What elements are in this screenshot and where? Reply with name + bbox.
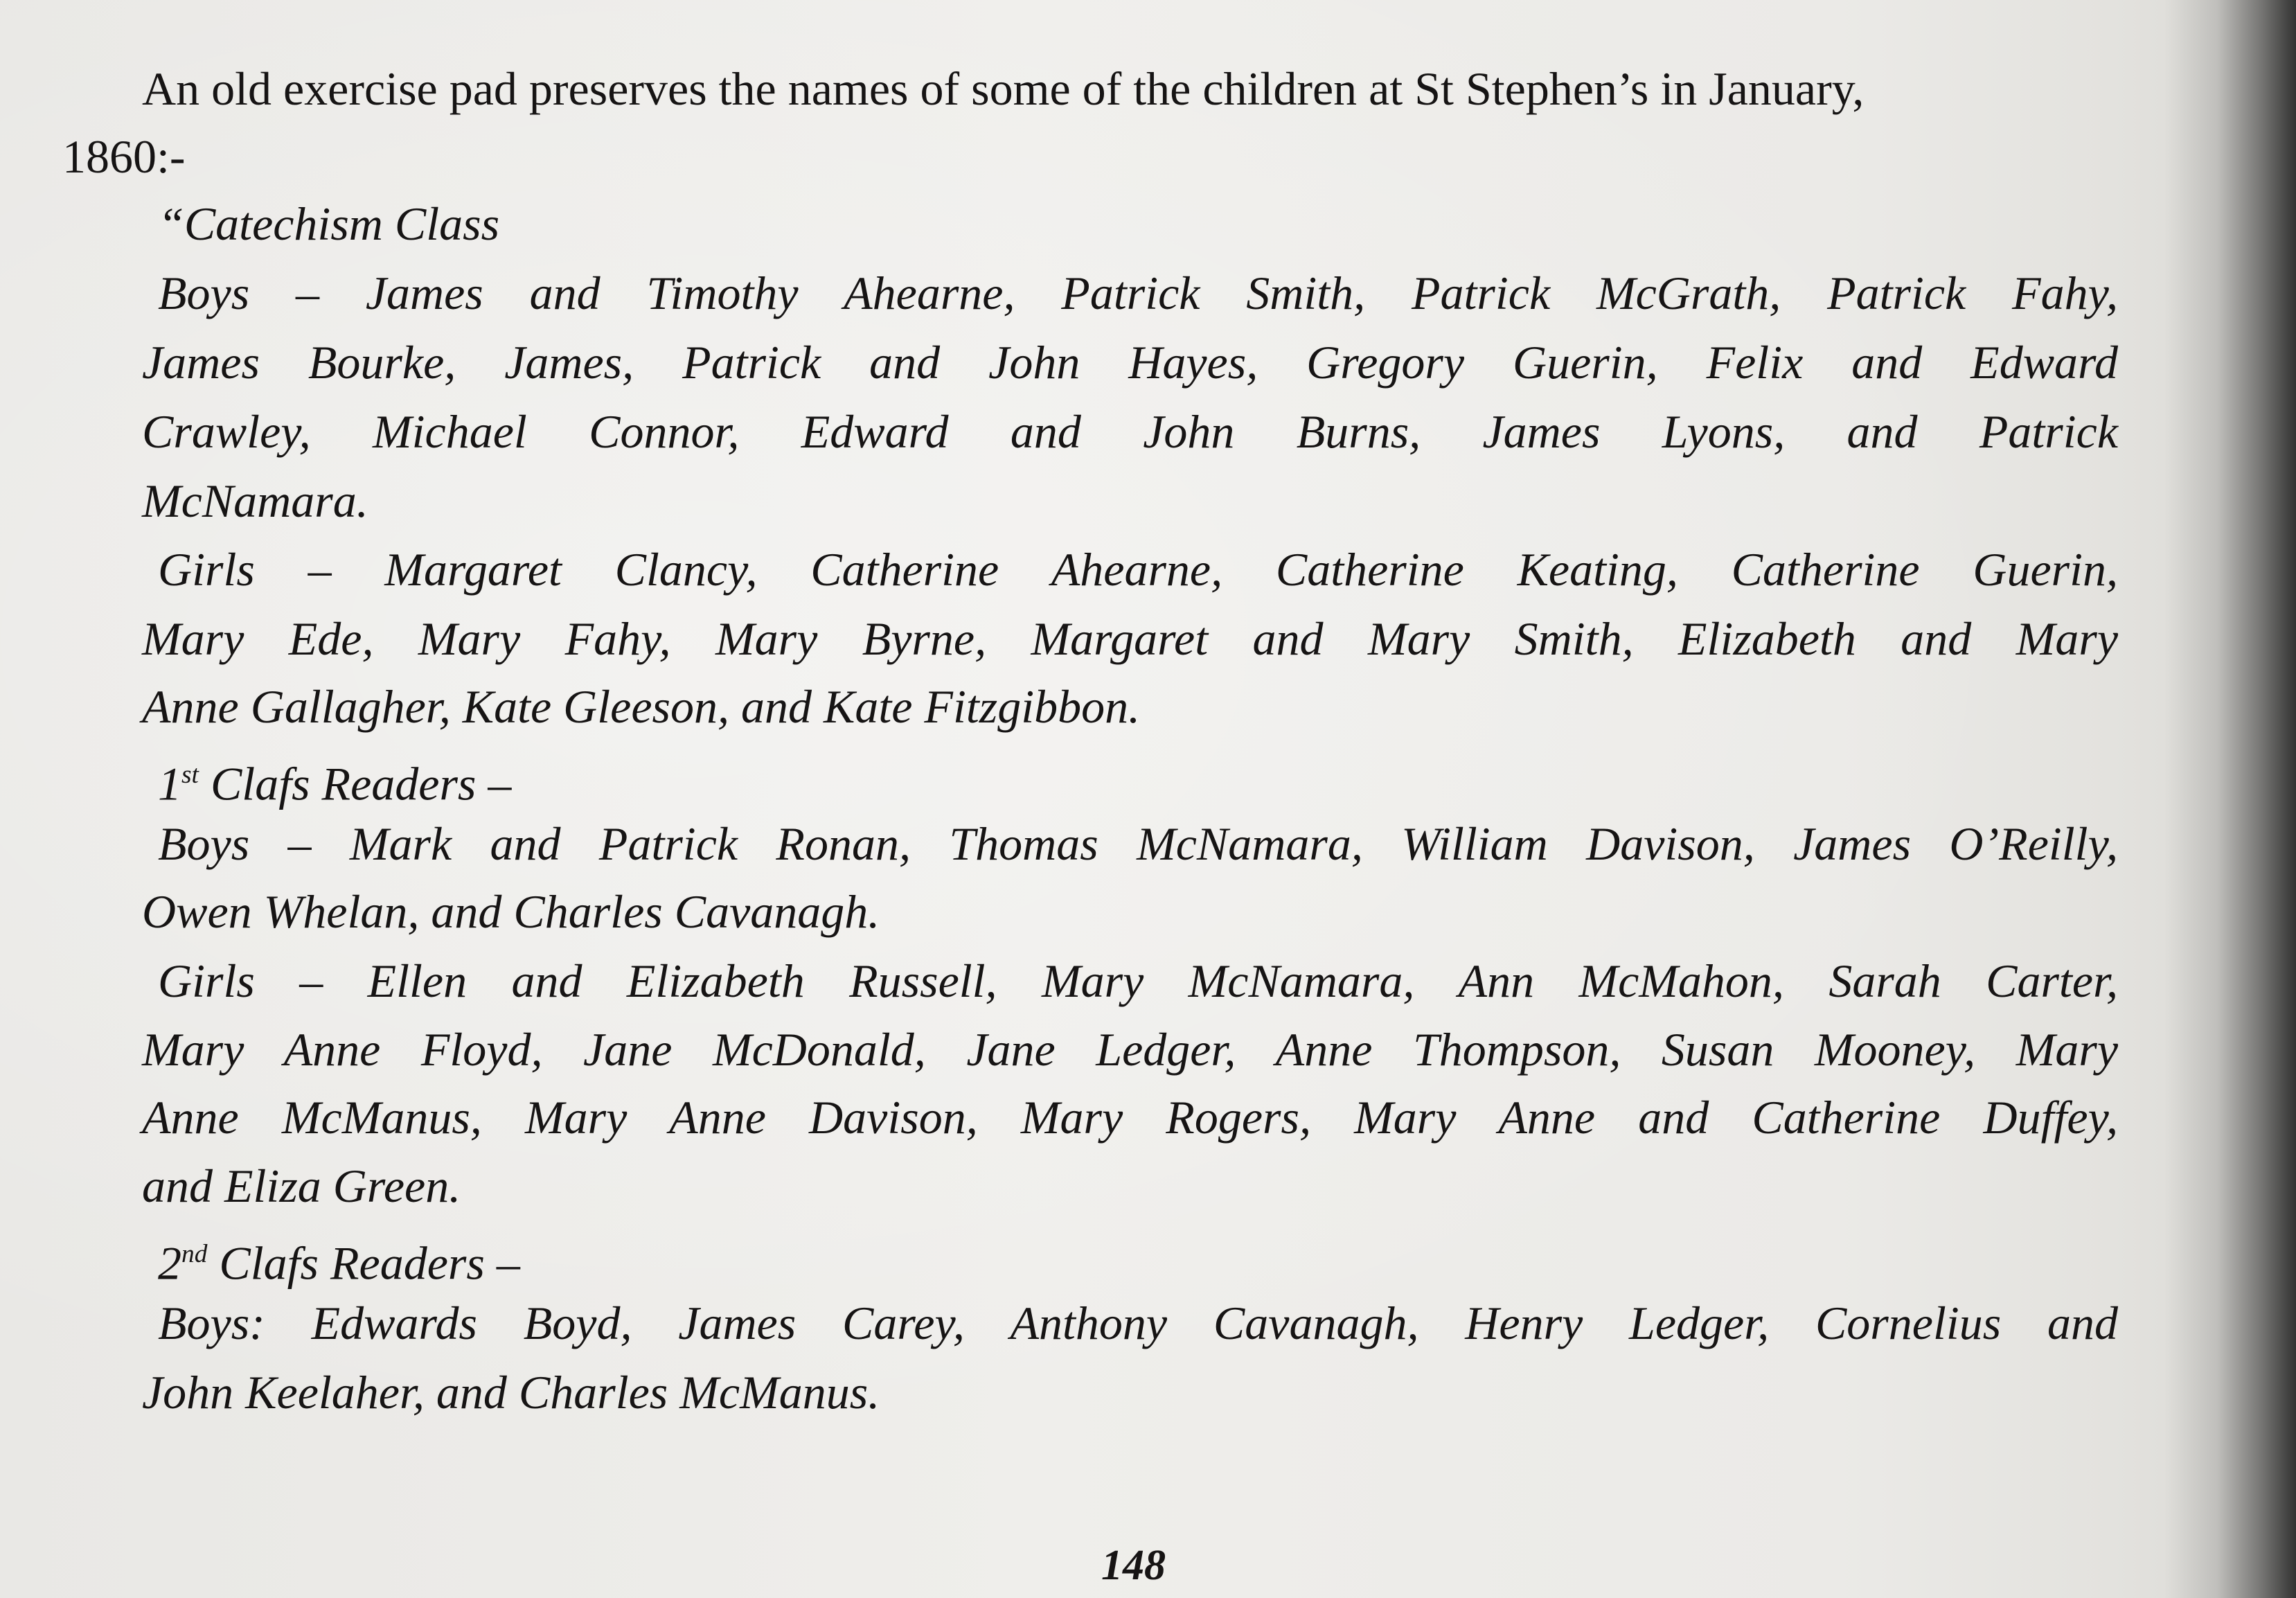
first-class-heading [158, 747, 511, 811]
first-class-boys-line-2: Owen Whelan, and Charles Cavanagh. [142, 885, 880, 938]
second-class-number: 2 [158, 1236, 181, 1290]
catechism-boys-line-2: James Bourke, James, Patrick and John Hayes, Gregory Guerin, Felix and Edward [142, 336, 2118, 389]
page-number: 148 [1101, 1542, 1166, 1589]
catechism-girls-line-2: Mary Ede, Mary Fahy, Mary Byrne, Margaret and Mary Smith, Elizabeth and Mary [142, 612, 2118, 665]
catechism-boys-line-4: McNamara. [142, 474, 368, 527]
intro-line-1: An old exercise pad preserves the names of some of the children at St Stephen’s in January, [142, 62, 1865, 115]
second-class-ordinal: nd [181, 1240, 208, 1268]
catechism-boys-line-1: Boys – James and Timothy Ahearne, Patrick Smith, Patrick McGrath, Patrick Fahy, [158, 267, 2118, 319]
second-class-boys-line-1: Boys: Edwards Boyd, James Carey, Anthony Cavanagh, Henry Ledger, Cornelius and [158, 1297, 2118, 1349]
first-class-ordinal: st [181, 761, 199, 789]
catechism-girls-line-3: Anne Gallagher, Kate Gleeson, and Kate Fitzgibbon. [142, 680, 1141, 733]
first-class-girls-line-4: and Eliza Green. [142, 1160, 461, 1212]
first-class-girls-line-1: Girls – Ellen and Elizabeth Russell, Mary McNamara, Ann McMahon, Sarah Carter, [158, 955, 2118, 1007]
second-class-heading-text: Clafs Readers – [207, 1236, 520, 1290]
first-class-boys-line-1: Boys – Mark and Patrick Ronan, Thomas McNamara, William Davison, James O’Reilly, [158, 817, 2118, 870]
first-class-number: 1 [158, 757, 181, 810]
first-class-heading-text: Clafs Readers – [198, 757, 512, 810]
second-class-heading [158, 1227, 520, 1290]
second-class-boys-line-2: John Keelaher, and Charles McManus. [142, 1366, 880, 1419]
catechism-boys-line-3: Crawley, Michael Connor, Edward and John Burns, James Lyons, and Patrick [142, 405, 2118, 458]
book-gutter-shadow [2164, 0, 2296, 1598]
first-class-girls-line-2: Mary Anne Floyd, Jane McDonald, Jane Ledger, Anne Thompson, Susan Mooney, Mary [142, 1023, 2118, 1076]
first-class-girls-line-3: Anne McManus, Mary Anne Davison, Mary Rogers, Mary Anne and Catherine Duffey, [142, 1091, 2118, 1144]
catechism-girls-line-1: Girls – Margaret Clancy, Catherine Ahearne, Catherine Keating, Catherine Guerin, [158, 543, 2118, 596]
catechism-heading: “Catechism Class [158, 197, 500, 250]
intro-line-2: 1860:- [62, 130, 186, 183]
